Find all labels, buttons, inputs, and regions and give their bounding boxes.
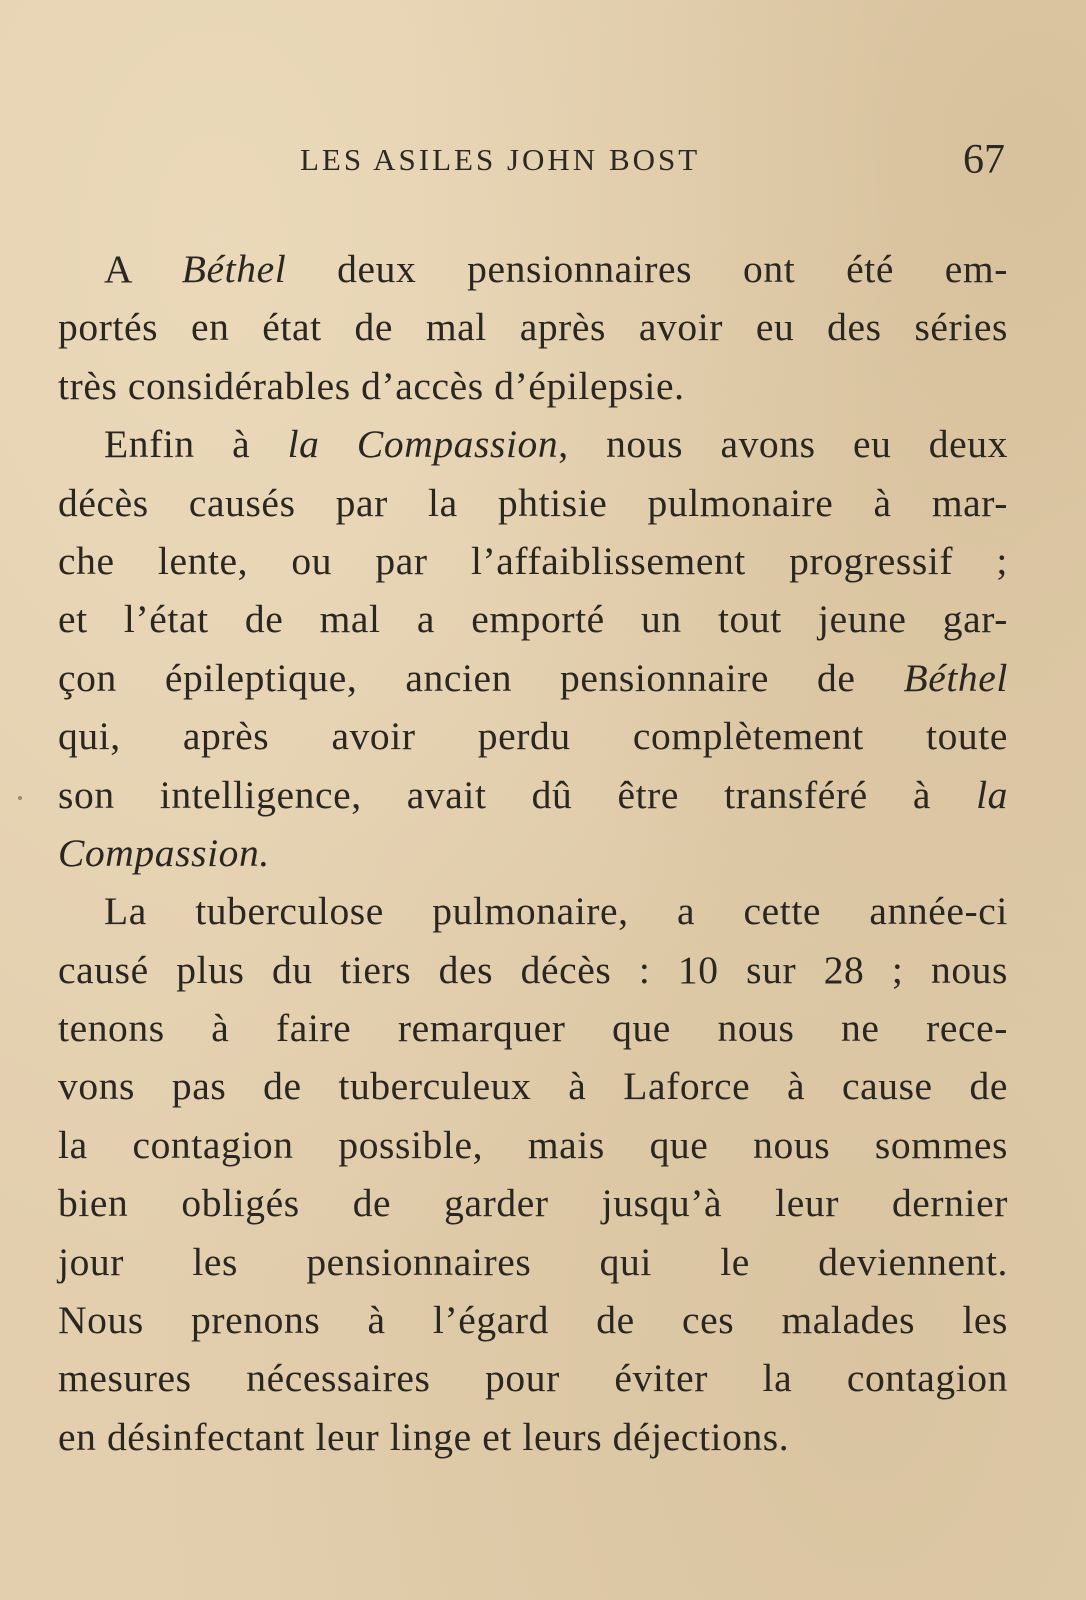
text-line	[58, 1349, 1008, 1407]
text-line	[58, 357, 1008, 415]
text-segment: décès causés par la phtisie pulmonaire à mar-	[58, 480, 1008, 525]
text-line	[58, 941, 1008, 999]
text-line	[58, 649, 1008, 707]
text-line	[58, 1174, 1008, 1232]
text-segment: en désinfectant leur linge et leurs déjections.	[58, 1414, 790, 1459]
text-line	[58, 766, 1008, 824]
text-segment: la contagion possible, mais que nous sommes	[58, 1122, 1008, 1167]
italic-text: Compassion.	[58, 830, 270, 875]
text-segment: , nous avons eu deux	[558, 422, 1008, 467]
text-line	[58, 1291, 1008, 1349]
text-segment: Nous prenons à l’égard de ces malades les	[58, 1298, 1008, 1343]
text-segment: son intelligence, avait dû être transféré à	[58, 772, 977, 817]
text-segment: mesures nécessaires pour éviter la contagion	[58, 1356, 1008, 1401]
text-line	[58, 1408, 1008, 1466]
text-segment: tenons à faire remarquer que nous ne rece-	[58, 1006, 1008, 1051]
italic-text: Béthel	[181, 247, 287, 291]
text-line	[58, 590, 1008, 648]
italic-text: la	[976, 772, 1008, 817]
body-text	[58, 240, 1008, 1466]
text-segment: portés en état de mal après avoir eu des séries	[58, 305, 1008, 350]
text-line	[58, 707, 1008, 765]
text-segment: très considérables d’accès d’épilepsie.	[58, 363, 685, 408]
text-segment: causé plus du tiers des décès : 10 sur 28 ; nous	[58, 947, 1008, 992]
text-segment: A	[104, 247, 182, 291]
running-title: LES ASILES JOHN BOST	[300, 142, 701, 177]
italic-text: la Compassion	[287, 422, 559, 467]
text-segment: bien obligés de garder jusqu’à leur dernier	[58, 1181, 1008, 1226]
running-head	[0, 136, 1086, 186]
text-line	[58, 415, 1008, 473]
text-segment: qui, après avoir perdu complètement toute	[58, 714, 1008, 759]
text-line	[58, 1116, 1008, 1174]
text-segment: Enfin à	[104, 422, 288, 467]
text-line	[58, 298, 1008, 356]
text-line	[58, 999, 1008, 1057]
text-segment: vons pas de tuberculeux à Laforce à cause de	[58, 1064, 1008, 1109]
text-line	[58, 882, 1008, 940]
text-line	[58, 824, 1008, 882]
text-line	[58, 1233, 1008, 1291]
text-segment: jour les pensionnaires qui le deviennent.	[58, 1239, 1008, 1284]
italic-text: Béthel	[903, 655, 1008, 700]
text-segment: çon épileptique, ancien pensionnaire de	[58, 655, 904, 700]
text-line	[58, 240, 1008, 298]
text-segment: La tuberculose pulmonaire, a cette année-ci	[104, 889, 1008, 934]
page-number: 67	[963, 137, 1005, 183]
text-line	[58, 532, 1008, 590]
text-segment: deux pensionnaires ont été em-	[286, 247, 1009, 291]
text-line	[58, 1057, 1008, 1115]
text-line	[58, 474, 1008, 532]
text-segment: et l’état de mal a emporté un tout jeune gar-	[58, 597, 1008, 642]
text-segment: che lente, ou par l’affaiblissement progressif ;	[58, 538, 1008, 583]
paper-speck	[18, 796, 22, 800]
